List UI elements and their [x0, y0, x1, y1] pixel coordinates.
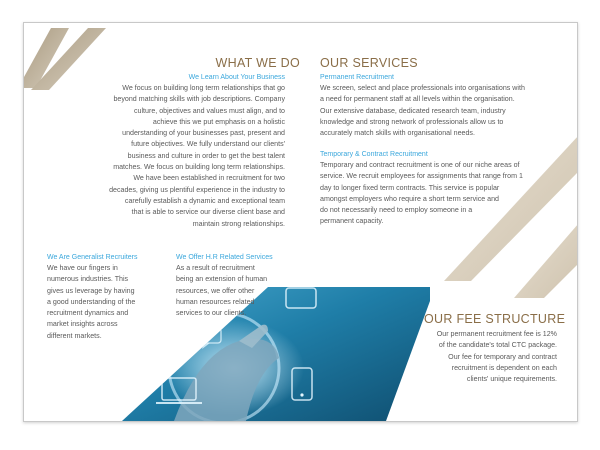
body-line: Our permanent recruitment fee is 12% [436, 330, 557, 338]
body-line: different markets. [47, 331, 102, 340]
body-line: We have been established in recruitment for two [133, 174, 285, 183]
body-line: Our extensive database, dedicated research team, industry [320, 106, 506, 115]
body-line: matches. We focus on building long term relationships. [113, 163, 285, 172]
body-line: market insights across [47, 320, 118, 329]
body-line: gives us leverage by having [47, 286, 135, 295]
permanent-recruitment-subtitle: Permanent Recruitment [320, 74, 394, 81]
what-we-do-heading: WHAT WE DO [215, 56, 300, 70]
body-line: We have our fingers in [47, 264, 118, 272]
body-line: future objectives. We fully understand our clients' [131, 140, 285, 149]
body-line: resources, we offer other [176, 286, 255, 295]
fee-structure-body [394, 329, 557, 385]
body-line: amongst employers who require a short term service and [320, 194, 499, 203]
hr-services-body [176, 263, 291, 319]
body-line: day to longer fixed term contracts. This service is popular [320, 183, 500, 192]
body-line: permanent capacity. [320, 217, 384, 226]
body-line: services to our clients. [176, 309, 247, 318]
body-line: that is able to service our diverse client base and [131, 208, 285, 217]
permanent-recruitment-body [320, 83, 570, 139]
body-line: being an extension of human [176, 275, 268, 284]
body-line: accurately match skills with organisational needs. [320, 129, 475, 138]
body-line: of the candidate's total CTC package. [438, 341, 557, 350]
body-line: carefully establish a dynamic and exceptional team [124, 196, 285, 205]
body-line: a good understanding of the [47, 297, 136, 306]
body-line: We focus on building long term relationships that go [122, 84, 285, 92]
body-line: a need for permanent staff at all levels within the organisation. [320, 95, 515, 104]
brochure-page [23, 22, 578, 422]
body-line: clients' unique requirements. [466, 375, 557, 384]
body-line: Temporary and contract recruitment is one of our niche areas of [320, 161, 520, 169]
generalist-body [47, 263, 162, 342]
temporary-recruitment-body [320, 160, 570, 228]
body-line: beyond matching skills with job descriptions. Company [113, 95, 285, 104]
body-line: Our fee for temporary and contract [448, 352, 557, 361]
body-line: understanding of your businesses past, present and [122, 129, 285, 138]
what-we-do-subtitle: We Learn About Your Business [188, 74, 285, 81]
our-services-heading: OUR SERVICES [320, 56, 418, 70]
body-line: We screen, select and place professionals into organisations with [320, 84, 525, 92]
generalist-subtitle: We Are Generalist Recruiters [47, 254, 138, 261]
fee-structure-heading: OUR FEE STRUCTURE [424, 312, 566, 326]
hr-services-subtitle: We Offer H.R Related Services [176, 254, 273, 261]
temporary-recruitment-subtitle: Temporary & Contract Recruitment [320, 151, 428, 158]
body-line: achieve this we put emphasis on a holistic [152, 117, 285, 126]
body-line: maintain strong relationships. [192, 219, 285, 228]
body-line: human resources related [176, 297, 255, 306]
body-line: recruitment dynamics and [47, 309, 129, 318]
body-line: do not necessarily need to employ someone in a [320, 206, 473, 215]
body-line: decades, giving us plentiful experience in the industry to [109, 185, 285, 194]
body-line: As a result of recruitment [176, 264, 255, 272]
body-line: numerous industries. This [47, 275, 129, 284]
body-line: service. We recruit employees for assignments that range from 1 [320, 172, 523, 181]
body-line: business and culture in order to get the best talent [127, 151, 285, 160]
body-line: knowledge and strong network of professionals allow us to [320, 117, 504, 126]
body-line: culture, objectives and values must align, and to [133, 106, 285, 115]
body-line: recruitment is dependent on each [451, 363, 557, 372]
what-we-do-body [74, 83, 285, 230]
